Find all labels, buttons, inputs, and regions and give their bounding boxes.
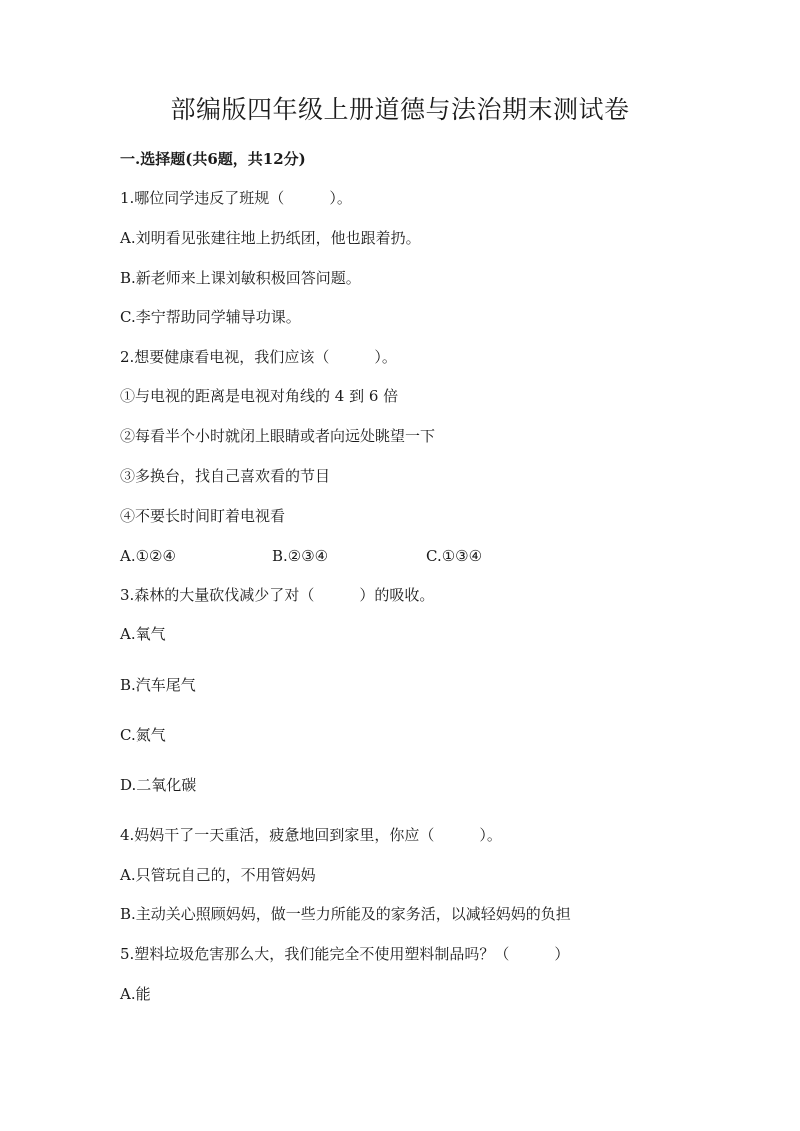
- question-4-option-b: B.主动关心照顾妈妈，做一些力所能及的家务活，以减轻妈妈的负担: [120, 905, 571, 923]
- question-3-option-a: A.氧气: [120, 625, 166, 643]
- exam-title: 部编版四年级上册道德与法治期末测试卷: [170, 95, 630, 124]
- question-2-stem: 2.想要健康看电视，我们应该（ ）。: [120, 348, 397, 366]
- question-2-option-a: A.①②④: [120, 547, 176, 565]
- question-1-option-a: A.刘明看见张建往地上扔纸团，他也跟着扔。: [120, 229, 421, 247]
- question-2-statement-1: ①与电视的距离是电视对角线的 4 到 6 倍: [120, 387, 399, 405]
- question-3-option-b: B.汽车尾气: [120, 676, 196, 694]
- question-5-stem: 5.塑料垃圾危害那么大，我们能完全不使用塑料制品吗？（ ）: [120, 945, 570, 963]
- question-1-option-b: B.新老师来上课刘敏积极回答问题。: [120, 269, 361, 287]
- question-3-option-d: D.二氧化碳: [120, 776, 197, 794]
- question-3-option-c: C.氮气: [120, 726, 166, 744]
- question-4-stem: 4.妈妈干了一天重活，疲惫地回到家里，你应（ ）。: [120, 826, 502, 844]
- question-1-option-c: C.李宁帮助同学辅导功课。: [120, 308, 301, 326]
- question-5-option-a: A.能: [120, 985, 151, 1003]
- question-4-option-a: A.只管玩自己的，不用管妈妈: [120, 866, 316, 884]
- question-3-stem: 3.森林的大量砍伐减少了对（ ）的吸收。: [120, 586, 435, 604]
- question-2-option-b: B.②③④: [272, 547, 329, 565]
- question-2-statement-3: ③多换台，找自己喜欢看的节目: [120, 467, 331, 485]
- question-2-statement-2: ②每看半个小时就闭上眼睛或者向远处眺望一下: [120, 427, 436, 445]
- question-2-statement-4: ④不要长时间盯着电视看: [120, 507, 286, 525]
- question-2-option-c: C.①③④: [426, 547, 483, 565]
- question-1-stem: 1.哪位同学违反了班规（ ）。: [120, 189, 352, 207]
- section-heading-choice: 一.选择题(共6题，共12分): [120, 150, 306, 168]
